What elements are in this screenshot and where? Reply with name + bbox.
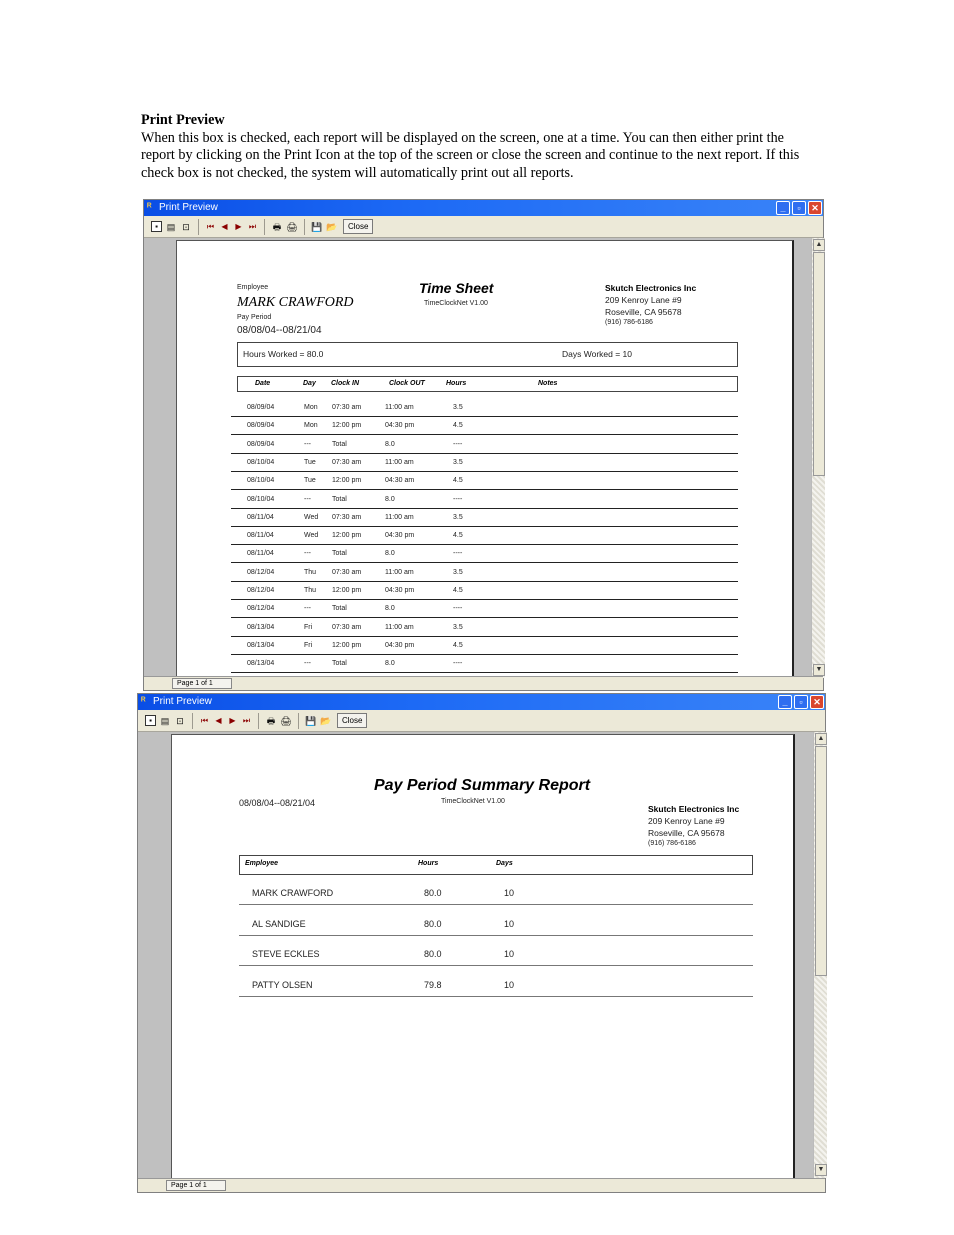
table-row	[239, 967, 753, 997]
cell-clock-in: Total	[332, 495, 347, 503]
page-status: Page 1 of 1	[166, 1180, 226, 1191]
scroll-down-arrow[interactable]: ▼	[813, 664, 825, 676]
cell-day: ---	[304, 440, 311, 448]
window-title: Print Preview	[153, 696, 212, 707]
cell-clock-in: 07:30 am	[332, 623, 362, 631]
col-employee: Employee	[245, 860, 279, 867]
next-page-icon[interactable]: ▶	[235, 221, 242, 231]
first-page-icon[interactable]: ⏮	[200, 715, 209, 725]
cell-hours: ----	[453, 495, 463, 503]
intro-body: When this box is checked, each report will be displayed on the screen, one at a time. You can then either print the report by clicking on the Print Icon at the top of the screen or close the screen and continue to the next report. If this check box is not checked, the system will automatically print out all reports.	[141, 129, 800, 181]
table-row	[231, 564, 738, 582]
cell-hours: 80.0	[424, 949, 442, 959]
report-period: 08/08/04--08/21/04	[239, 798, 316, 808]
company-name: Skutch Electronics Inc	[648, 804, 740, 814]
cell-clock-out: 04:30 am	[385, 477, 415, 485]
cell-clock-out: 04:30 pm	[385, 422, 415, 430]
employee-name: MARK CRAWFORD	[237, 295, 354, 310]
cell-day: Tue	[304, 477, 316, 485]
cell-day: ---	[304, 605, 311, 613]
cell-day: Tue	[304, 458, 316, 466]
table-row	[239, 936, 753, 966]
table-row	[231, 417, 738, 435]
scroll-up-arrow[interactable]: ▲	[815, 733, 827, 745]
minimize-button[interactable]: _	[776, 201, 790, 215]
intro-text	[141, 112, 821, 182]
cell-hours: ----	[453, 550, 463, 558]
print-icon[interactable]: 🖨	[286, 221, 298, 232]
cell-hours: 3.5	[453, 458, 463, 466]
cell-clock-out: 11:00 am	[385, 458, 414, 466]
cell-employee: MARK CRAWFORD	[252, 888, 334, 898]
table-row	[231, 582, 738, 600]
cell-hours: ----	[453, 605, 463, 613]
cell-date: 08/10/04	[247, 458, 275, 466]
cell-hours: 3.5	[453, 513, 463, 521]
cell-date: 08/13/04	[247, 623, 275, 631]
report-subtitle: TimeClockNet V1.00	[424, 300, 488, 307]
cell-hours: ----	[453, 440, 463, 448]
hours-worked: Hours Worked = 80.0	[243, 349, 324, 359]
cell-days: 10	[504, 918, 515, 929]
cell-clock-in: Total	[332, 660, 347, 668]
scroll-down-arrow[interactable]: ▼	[815, 1164, 827, 1176]
preview-area	[144, 238, 823, 678]
company-address2: Roseville, CA 95678	[648, 828, 725, 838]
page-status: Page 1 of 1	[172, 678, 232, 689]
cell-date: 08/09/04	[247, 422, 275, 430]
cell-hours: 4.5	[453, 587, 463, 594]
cell-clock-in: 07:30 am	[332, 458, 362, 466]
cell-hours: 3.5	[453, 623, 463, 631]
preview-area	[138, 732, 825, 1178]
app-icon: ᴿ	[141, 696, 146, 707]
col-date: Date	[255, 380, 271, 387]
cell-hours: 4.5	[453, 477, 463, 485]
report-subtitle: TimeClockNet V1.00	[441, 798, 505, 805]
cell-employee: PATTY OLSEN	[252, 979, 313, 990]
cell-days: 10	[504, 888, 515, 898]
scroll-thumb[interactable]	[815, 746, 827, 976]
pay-period-label: Pay Period	[237, 314, 272, 321]
col-clock-out: Clock OUT	[389, 380, 425, 387]
table-row	[231, 619, 738, 637]
cell-clock-in: 12:00 pm	[332, 532, 362, 540]
maximize-button[interactable]: ▫	[792, 201, 806, 215]
cell-day: Wed	[304, 513, 319, 521]
title-bar[interactable]	[138, 694, 825, 710]
cell-hours: ----	[453, 660, 463, 668]
cell-date: 08/10/04	[247, 477, 275, 485]
cell-date: 08/12/04	[247, 587, 275, 594]
cell-day: Fri	[304, 623, 313, 631]
table-row	[231, 472, 738, 490]
employee-label: Employee	[237, 284, 269, 291]
open-icon[interactable]: 📂	[326, 221, 338, 232]
table-row	[231, 637, 738, 655]
cell-clock-in: 12:00 pm	[332, 587, 362, 594]
zoom-icon[interactable]: ⊡	[182, 221, 190, 232]
cell-date: 08/11/04	[247, 513, 274, 521]
company-address2: Roseville, CA 95678	[605, 307, 682, 317]
cell-clock-out: 8.0	[385, 495, 395, 503]
cell-days: 10	[504, 979, 515, 990]
window-title: Print Preview	[159, 202, 218, 213]
company-phone: (916) 786-6186	[605, 319, 653, 326]
print-preview-window-timesheet	[143, 199, 824, 691]
cell-date: 08/11/04	[247, 532, 274, 540]
company-phone: (916) 786-6186	[648, 840, 696, 847]
report-page	[176, 240, 794, 680]
close-button[interactable]: Close	[343, 219, 373, 234]
cell-hours: 4.5	[453, 641, 463, 649]
cell-clock-out: 8.0	[385, 605, 395, 613]
company-address1: 209 Kenroy Lane #9	[648, 816, 725, 826]
cell-hours: 3.5	[453, 404, 463, 411]
cell-date: 08/09/04	[247, 404, 275, 411]
cell-day: ---	[304, 550, 311, 558]
cell-clock-out: 04:30 pm	[385, 532, 415, 540]
print-icon[interactable]: 🖨	[280, 715, 292, 726]
cell-date: 08/13/04	[247, 660, 275, 668]
cell-day: Thu	[304, 587, 317, 594]
two-page-icon[interactable]: ▤	[166, 221, 176, 232]
report-title: Pay Period Summary Report	[374, 777, 591, 794]
cell-date: 08/09/04	[247, 440, 275, 448]
report-page	[171, 734, 795, 1180]
app-icon: ᴿ	[147, 202, 152, 213]
print-preview-window-summary	[137, 693, 826, 1193]
intro-heading: Print Preview	[141, 112, 225, 128]
vertical-scrollbar[interactable]	[811, 238, 825, 678]
open-icon[interactable]: 📂	[320, 715, 332, 726]
table-row	[231, 600, 738, 618]
status-bar	[144, 676, 823, 690]
cell-day: Fri	[304, 641, 313, 649]
cell-day: Wed	[304, 532, 319, 540]
one-page-icon[interactable]: ▪	[151, 221, 162, 232]
col-clock-in: Clock IN	[331, 380, 360, 387]
cell-clock-out: 8.0	[385, 660, 395, 668]
close-window-button[interactable]: ✕	[810, 695, 824, 709]
cell-employee: AL SANDIGE	[252, 918, 306, 929]
cell-date: 08/12/04	[247, 605, 275, 613]
cell-day: ---	[304, 660, 311, 668]
table-row	[231, 399, 738, 417]
first-page-icon[interactable]: ⏮	[206, 221, 215, 231]
printer-setup-icon[interactable]: 🖶	[266, 715, 276, 726]
cell-date: 08/13/04	[247, 641, 275, 649]
table-row	[231, 491, 738, 509]
company-name: Skutch Electronics Inc	[605, 283, 697, 293]
cell-date: 08/11/04	[247, 550, 274, 558]
cell-hours: 79.8	[424, 979, 442, 990]
cell-day: Mon	[304, 422, 318, 430]
table-row	[231, 509, 738, 527]
cell-day: ---	[304, 495, 311, 503]
cell-clock-out: 11:00 am	[385, 513, 414, 521]
cell-clock-in: Total	[332, 605, 347, 613]
table-row	[231, 527, 738, 545]
cell-hours: 4.5	[453, 532, 463, 540]
save-icon[interactable]: 💾	[311, 221, 323, 232]
cell-hours: 80.0	[424, 888, 442, 898]
status-bar	[138, 1178, 825, 1192]
company-address1: 209 Kenroy Lane #9	[605, 295, 682, 305]
cell-days: 10	[504, 949, 515, 959]
cell-clock-out: 11:00 am	[385, 404, 414, 411]
printer-setup-icon[interactable]: 🖶	[272, 221, 282, 232]
table-row	[231, 655, 738, 673]
pay-period-value: 08/08/04--08/21/04	[237, 325, 322, 336]
close-window-button[interactable]: ✕	[808, 201, 822, 215]
table-row	[231, 454, 738, 472]
cell-clock-in: 12:00 pm	[332, 641, 362, 649]
cell-day: Mon	[304, 404, 318, 411]
cell-hours: 3.5	[453, 568, 463, 576]
col-hours: Hours	[446, 380, 467, 387]
cell-clock-in: Total	[332, 440, 347, 448]
cell-clock-in: 12:00 pm	[332, 422, 362, 430]
cell-clock-in: 07:30 am	[332, 568, 362, 576]
one-page-icon[interactable]: ▪	[145, 715, 156, 726]
preview-toolbar	[138, 710, 825, 732]
col-day: Day	[303, 380, 316, 387]
cell-date: 08/10/04	[247, 495, 275, 503]
cell-clock-out: 04:30 pm	[385, 587, 415, 594]
maximize-button[interactable]: ▫	[794, 695, 808, 709]
table-row	[239, 906, 753, 936]
cell-day: Thu	[304, 568, 317, 576]
preview-toolbar	[144, 216, 823, 238]
save-icon[interactable]: 💾	[305, 715, 317, 726]
last-page-icon[interactable]: ⏭	[248, 221, 257, 231]
two-page-icon[interactable]: ▤	[160, 715, 170, 726]
last-page-icon[interactable]: ⏭	[242, 715, 251, 725]
close-button[interactable]: Close	[337, 713, 367, 728]
table-row	[231, 436, 738, 454]
minimize-button[interactable]: _	[778, 695, 792, 709]
prev-page-icon[interactable]: ◀	[215, 715, 222, 725]
cell-clock-out: 04:30 pm	[385, 641, 415, 649]
cell-clock-out: 11:00 am	[385, 623, 414, 631]
col-days: Days	[496, 860, 513, 867]
cell-clock-in: 07:30 am	[332, 404, 362, 411]
next-page-icon[interactable]: ▶	[229, 715, 236, 725]
col-notes: Notes	[538, 380, 558, 387]
cell-hours: 80.0	[424, 918, 442, 929]
zoom-icon[interactable]: ⊡	[176, 715, 184, 726]
scroll-up-arrow[interactable]: ▲	[813, 239, 825, 251]
cell-date: 08/12/04	[247, 568, 275, 576]
vertical-scrollbar[interactable]	[813, 732, 827, 1178]
cell-clock-in: Total	[332, 550, 347, 558]
cell-hours: 4.5	[453, 422, 463, 430]
cell-clock-out: 8.0	[385, 550, 395, 558]
prev-page-icon[interactable]: ◀	[221, 221, 228, 231]
cell-clock-in: 07:30 am	[332, 513, 362, 521]
table-row	[231, 545, 738, 563]
cell-clock-in: 12:00 pm	[332, 477, 362, 485]
days-worked: Days Worked = 10	[562, 349, 633, 359]
col-hours: Hours	[418, 860, 439, 867]
title-bar[interactable]	[144, 200, 823, 216]
cell-employee: STEVE ECKLES	[252, 949, 320, 959]
cell-clock-out: 8.0	[385, 440, 395, 448]
report-title: Time Sheet	[419, 280, 494, 296]
scroll-thumb[interactable]	[813, 252, 825, 476]
cell-clock-out: 11:00 am	[385, 568, 414, 576]
table-row	[239, 875, 753, 905]
